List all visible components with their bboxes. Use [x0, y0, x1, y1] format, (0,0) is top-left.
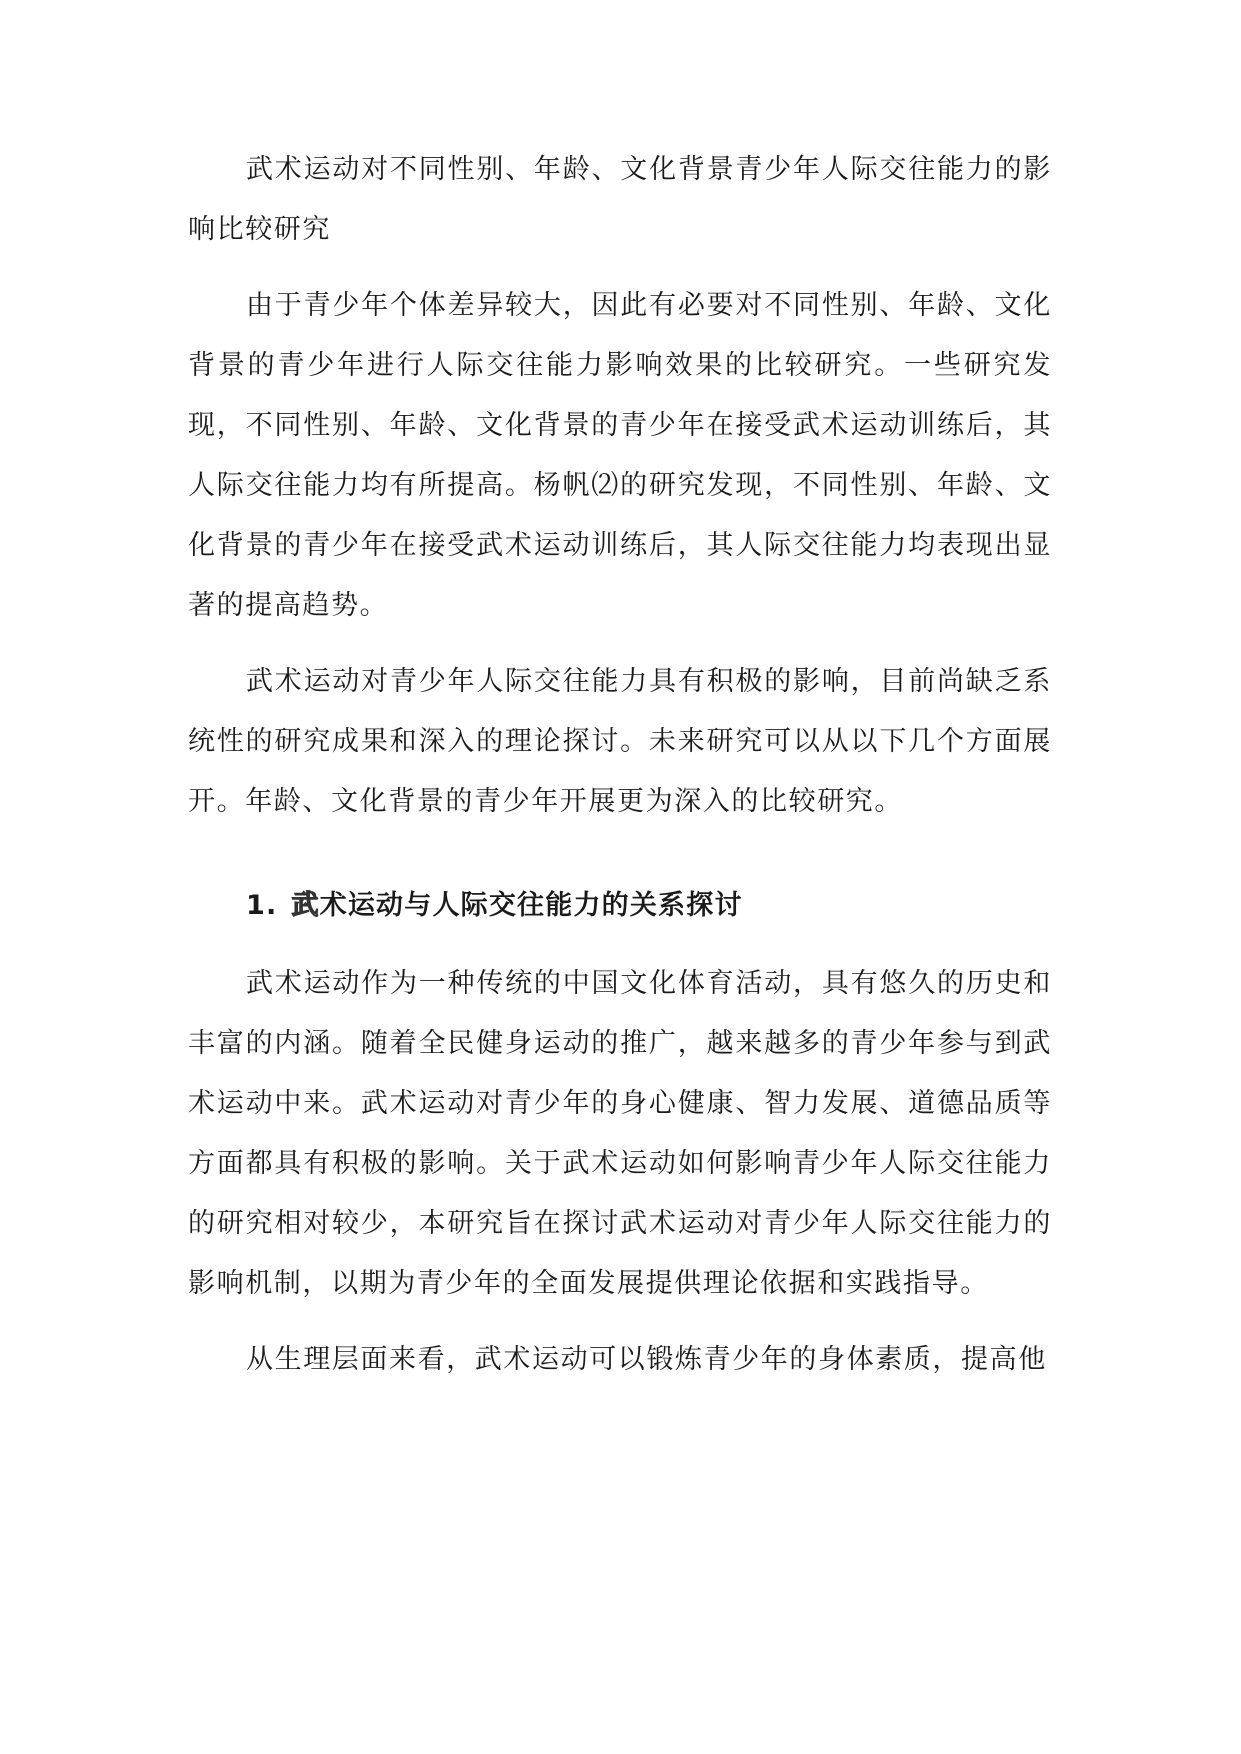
- paragraph-intro: 武术运动作为一种传统的中国文化体育活动，具有悠久的历史和丰富的内涵。随着全民健身运动的推广，越来越多的青少年参与到武术运动中来。武术运动对青少年的身心健康、智力发展、道德品质等方面都具有积极的影响。关于武术运动如何影响青少年人际交往能力的研究相对较少，本研究旨在探讨武术运动对青少年人际交往能力的影响机制，以期为青少年的全面发展提供理论依据和实践指导。: [188, 968, 1052, 1299]
- paragraph-comparison: 由于青少年个体差异较大，因此有必要对不同性别、年龄、文化背景的青少年进行人际交往能力影响效果的比较研究。一些研究发现，不同性别、年龄、文化背景的青少年在接受武术运动训练后，其人际交往能力均有所提高。杨帆⑵的研究发现，不同性别、年龄、文化背景的青少年在接受武术运动训练后，其人际交往能力均表现出显著的提高趋势。: [188, 290, 1052, 621]
- section-number: 1.: [246, 890, 278, 921]
- paragraph-physiology: 从生理层面来看，武术运动可以锻炼青少年的身体素质，提高他: [246, 1344, 1047, 1375]
- document-page: [188, 140, 1052, 1390]
- section-heading-first-char: 武: [291, 890, 320, 921]
- section-heading: [188, 876, 1052, 936]
- section-heading-text: 术运动与人际交往能力的关系探讨: [319, 890, 743, 921]
- paragraph-title: 武术运动对不同性别、年龄、文化背景青少年人际交往能力的影响比较研究: [188, 154, 1052, 245]
- paragraph-summary: 武术运动对青少年人际交往能力具有积极的影响，目前尚缺乏系统性的研究成果和深入的理论探讨。未来研究可以从以下几个方面展开。年龄、文化背景的青少年开展更为深入的比较研究。: [188, 666, 1052, 817]
